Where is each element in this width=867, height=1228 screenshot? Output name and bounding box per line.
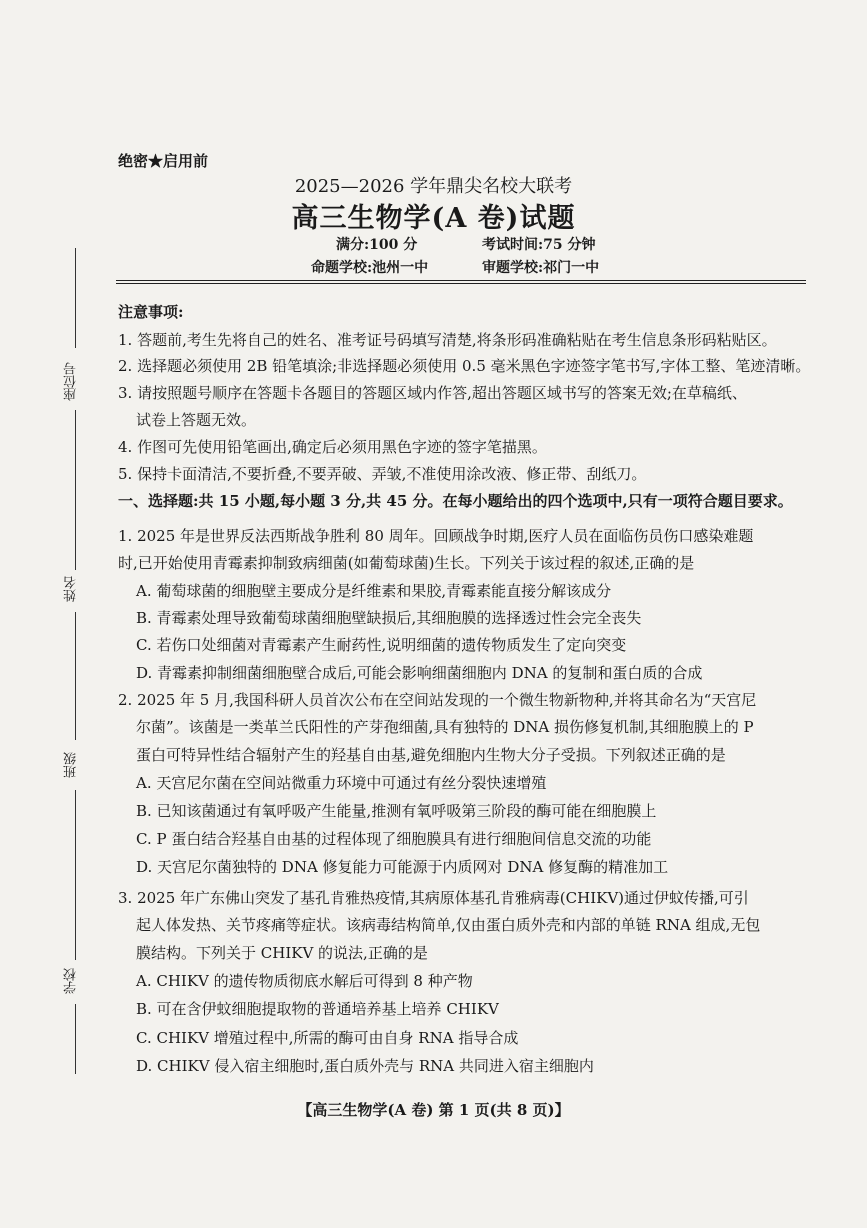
- page-footer: 【高三生物学(A 卷) 第 1 页(共 8 页)】: [297, 1101, 570, 1119]
- reviewer-school: 审题学校:祁门一中: [482, 260, 600, 276]
- author-school: 命题学校:池州一中: [311, 260, 429, 276]
- note-item: 1. 答题前,考生先将自己的姓名、准考证号码填写清楚,将条形码准确粘贴在考生信息条形码粘贴区。: [118, 331, 777, 349]
- question-stem: 时,已开始使用青霉素抑制致病细菌(如葡萄球菌)生长。下列关于该过程的叙述,正确的是: [118, 554, 695, 572]
- question-stem: 2. 2025 年 5 月,我国科研人员首次公布在空间站发现的一个微生物新物种,并将其命名为“天宫尼: [118, 691, 757, 709]
- binding-line: [75, 1004, 76, 1074]
- question-stem: 起人体发热、关节疼痛等症状。该病毒结构简单,仅由蛋白质外壳和内部的单链 RNA 组成,无包: [136, 916, 761, 934]
- note-item: 3. 请按照题号顺序在答题卡各题目的答题区域内作答,超出答题区域书写的答案无效;在草稿纸、: [118, 384, 747, 402]
- secret-mark: 绝密★启用前: [118, 152, 209, 170]
- header-divider: [116, 283, 806, 284]
- question-stem: 1. 2025 年是世界反法西斯战争胜利 80 周年。回顾战争时期,医疗人员在面临伤员伤口感染难题: [118, 527, 754, 545]
- note-item: 5. 保持卡面清洁,不要折叠,不要弄破、弄皱,不准使用涂改液、修正带、刮纸刀。: [118, 465, 647, 483]
- page-title: 高三生物学(A 卷)试题: [291, 203, 576, 234]
- option-b: B. 已知该菌通过有氧呼吸产生能量,推测有氧呼吸第三阶段的酶可能在细胞膜上: [136, 802, 657, 820]
- option-a: A. 葡萄球菌的细胞壁主要成分是纤维素和果胶,青霉素能直接分解该成分: [136, 582, 612, 600]
- question-stem: 3. 2025 年广东佛山突发了基孔肯雅热疫情,其病原体基孔肯雅病毒(CHIKV)通过伊蚊传播,可引: [118, 889, 749, 907]
- binding-line: [75, 248, 76, 348]
- option-a: A. 天宫尼尔菌在空间站微重力环境中可通过有丝分裂快速增殖: [136, 774, 547, 792]
- option-c: C. 若伤口处细菌对青霉素产生耐药性,说明细菌的遗传物质发生了定向突变: [136, 636, 627, 654]
- name-label: 姓名: [64, 576, 79, 602]
- section-heading: 一、选择题:共 15 小题,每小题 3 分,共 45 分。在每小题给出的四个选项中,只有一项符合题目要求。: [118, 492, 793, 510]
- note-item: 2. 选择题必须使用 2B 铅笔填涂;非选择题必须使用 0.5 毫米黑色字迹签字笔书写,字体工整、笔迹清晰。: [118, 357, 811, 375]
- header-divider: [116, 280, 806, 281]
- seat-number-label: 座位号: [64, 362, 79, 401]
- option-b: B. 可在含伊蚊细胞提取物的普通培养基上培养 CHIKV: [136, 1000, 499, 1018]
- class-label: 班级: [64, 752, 79, 778]
- binding-line: [75, 790, 76, 960]
- option-a: A. CHIKV 的遗传物质彻底水解后可得到 8 种产物: [136, 972, 473, 990]
- option-c: C. CHIKV 增殖过程中,所需的酶可由自身 RNA 指导合成: [136, 1029, 519, 1047]
- question-stem: 尔菌”。该菌是一类革兰氏阳性的产芽孢细菌,具有独特的 DNA 损伤修复机制,其细胞膜上的 P: [136, 718, 754, 736]
- option-d: D. 青霉素抑制细菌细胞壁合成后,可能会影响细菌细胞内 DNA 的复制和蛋白质的合成: [136, 664, 703, 682]
- question-stem: 蛋白可特异性结合辐射产生的羟基自由基,避免细胞内生物大分子受损。下列叙述正确的是: [136, 746, 726, 764]
- option-d: D. CHIKV 侵入宿主细胞时,蛋白质外壳与 RNA 共同进入宿主细胞内: [136, 1057, 594, 1075]
- note-item-continued: 试卷上答题无效。: [136, 411, 257, 429]
- school-label: 学校: [64, 968, 79, 994]
- notes-title: 注意事项:: [118, 303, 184, 321]
- option-b: B. 青霉素处理导致葡萄球菌细胞壁缺损后,其细胞膜的选择透过性会完全丧失: [136, 609, 642, 627]
- exam-time: 考试时间:75 分钟: [482, 237, 596, 253]
- binding-line: [75, 612, 76, 740]
- full-score: 满分:100 分: [336, 237, 418, 253]
- question-stem: 膜结构。下列关于 CHIKV 的说法,正确的是: [136, 944, 428, 962]
- binding-line: [75, 410, 76, 570]
- option-d: D. 天宫尼尔菌独特的 DNA 修复能力可能源于内质网对 DNA 修复酶的精准加工: [136, 858, 669, 876]
- exam-name: 2025—2026 学年鼎尖名校大联考: [294, 176, 573, 197]
- option-c: C. P 蛋白结合羟基自由基的过程体现了细胞膜具有进行细胞间信息交流的功能: [136, 830, 652, 848]
- note-item: 4. 作图可先使用铅笔画出,确定后必须用黑色字迹的签字笔描黑。: [118, 438, 547, 456]
